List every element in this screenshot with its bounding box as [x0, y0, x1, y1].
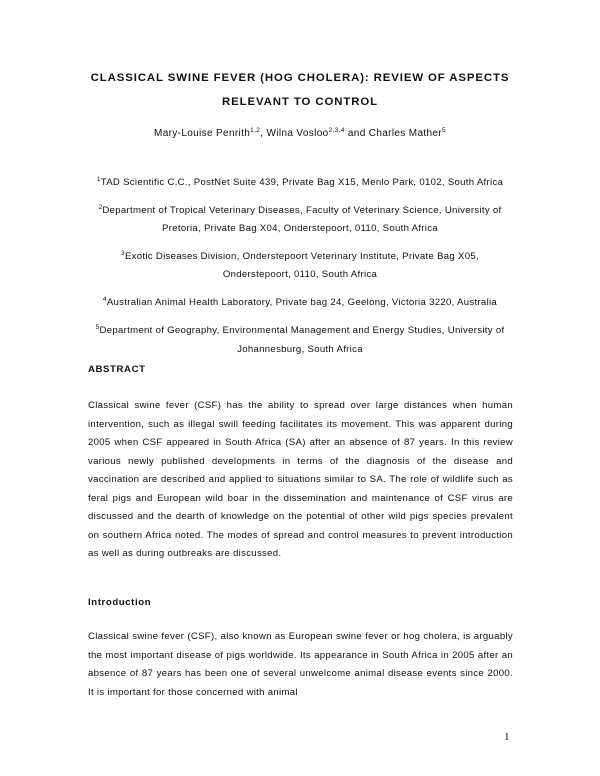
author-affiliation-marker: 1,2: [250, 127, 261, 134]
author-name: Mary-Louise Penrith: [154, 128, 251, 139]
author-separator: ,: [260, 128, 267, 139]
page-number: 1: [504, 731, 510, 743]
introduction-text: Classical swine fever (CSF), also known as European swine fever or hog cholera, is arguably the most important disease of pigs worldwide. Its appearance in South Africa in 2005 after an absence of 87 years has been one of several unwelcome animal disease events since 2000. It is important for those concerned with animal: [88, 631, 513, 698]
author-separator: and: [344, 128, 369, 139]
affiliation-number: 1: [96, 175, 101, 183]
affiliation-text: Department of Geography, Environmental Management and Energy Studies, University of Johannesburg, South Africa: [99, 325, 505, 355]
affiliation-number: 5: [95, 324, 100, 332]
affiliation: [88, 202, 512, 239]
affiliation: [88, 294, 512, 312]
author-affiliation-marker: 5: [442, 127, 446, 134]
author-affiliation-marker: 2,3,4: [328, 127, 345, 134]
affiliation-number: 2: [98, 203, 103, 211]
affiliation-number: 4: [102, 296, 107, 304]
affiliation-text: Exotic Diseases Division, Onderstepoort Veterinary Institute, Private Bag X05, Onderstepoort, 0110, South Africa: [124, 251, 479, 281]
affiliation-number: 3: [121, 250, 125, 257]
introduction-heading: Introduction: [88, 597, 152, 608]
affiliation-text: TAD Scientific C.C., PostNet Suite 439, Private Bag X15, Menlo Park, 0102, South Africa: [100, 176, 504, 188]
affiliation: [88, 174, 512, 192]
abstract-text: Classical swine fever (CSF) has the ability to spread over large distances when human intervention, such as illegal swill feeding facilitates its movement. This was apparent during 2005 when CSF appeared in South Africa (SA) after an absence of 87 years. In this review various newly published developments in terms of the diagnosis of the disease and vaccination are described and applied to situations similar to SA. The role of wildlife such as feral pigs and European wild boar in the dissemination and maintenance of CSF virus are discussed and the dearth of knowledge on the potential of other wild pigs species prevalent on southern Africa noted. The modes of spread and control measures to prevent introduction as well as during outbreaks are discussed.: [88, 400, 513, 559]
affiliation-text: Department of Tropical Veterinary Diseases, Faculty of Veterinary Science, University of Pretoria, Private Bag X04, Onderstepoort, 0110, South Africa: [102, 204, 502, 234]
affiliation: [88, 322, 512, 359]
affiliation-list: [88, 164, 512, 369]
author-list: [60, 125, 540, 143]
author-name: Wilna Vosloo: [266, 128, 329, 139]
affiliation-text: Australian Animal Health Laboratory, Private bag 24, Geelong, Victoria 3220, Australia: [106, 297, 498, 309]
abstract-heading: ABSTRACT: [88, 364, 146, 375]
paper-title: CLASSICAL SWINE FEVER (HOG CHOLERA): REVIEW OF ASPECTS RELEVANT TO CONTROL: [90, 72, 510, 108]
author-name: Charles Mather: [368, 128, 443, 139]
affiliation: [88, 248, 512, 285]
